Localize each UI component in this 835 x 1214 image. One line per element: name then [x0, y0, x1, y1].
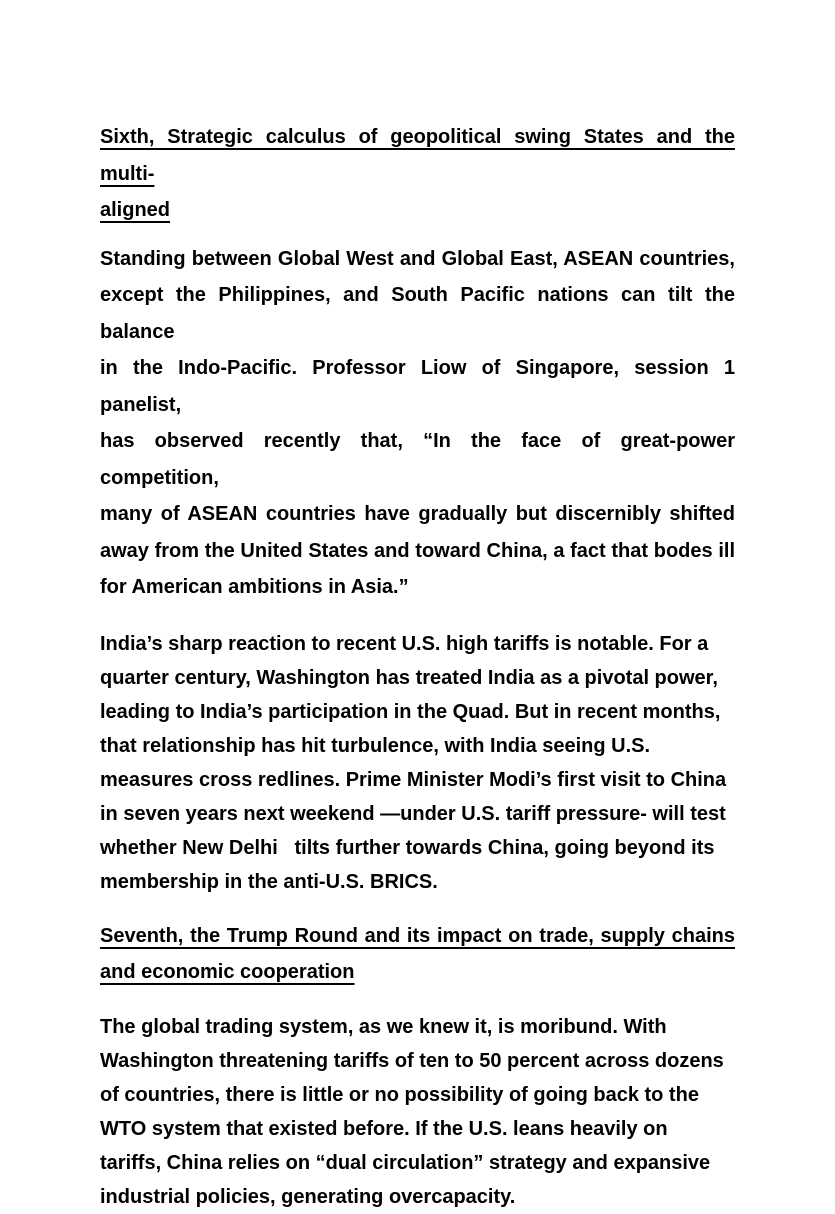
text-line: has observed recently that, “In the face of great-power competition,: [100, 430, 735, 489]
text-line: in the Indo-Pacific. Professor Liow of Singapore, session 1 panelist,: [100, 357, 735, 416]
text-line: whether New Delhi tilts further towards China, going beyond its: [100, 836, 715, 859]
text-line: aligned: [100, 199, 171, 221]
text-line: leading to India’s participation in the Quad. But in recent months,: [100, 700, 721, 723]
text-line: away from the United States and toward China, a fact that bodes ill: [100, 539, 735, 562]
text-line: many of ASEAN countries have gradually but discernibly shifted: [100, 503, 735, 525]
paragraph-global-trading-system: [100, 1010, 735, 1214]
heading-sixth-swing-states: [100, 119, 735, 229]
text-line: measures cross redlines. Prime Minister Modi’s first visit to China: [100, 768, 727, 791]
text-line: in seven years next weekend —under U.S. tariff pressure- will test: [100, 802, 726, 825]
text-line: quarter century, Washington has treated India as a pivotal power,: [100, 666, 718, 689]
text-line: Seventh, the Trump Round and its impact on trade, supply chains: [100, 924, 735, 947]
paragraph-asean-swing-states: [100, 241, 735, 606]
text-line: tariffs, China relies on “dual circulation” strategy and expansive: [100, 1151, 711, 1174]
text-line: membership in the anti-U.S. BRICS.: [100, 870, 438, 893]
text-line: and economic cooperation: [100, 961, 355, 983]
heading-seventh-trump-round: [100, 918, 735, 991]
text-line: India’s sharp reaction to recent U.S. high tariffs is notable. For a: [100, 632, 709, 655]
text-line: industrial policies, generating overcapacity.: [100, 1185, 516, 1208]
text-line: The global trading system, as we knew it, is moribund. With: [100, 1015, 667, 1038]
text-line: WTO system that existed before. If the U.S. leans heavily on: [100, 1117, 668, 1140]
text-line: Washington threatening tariffs of ten to 50 percent across dozens: [100, 1049, 724, 1072]
paragraph-india-reaction: [100, 627, 735, 899]
text-line: for American ambitions in Asia.”: [100, 576, 409, 598]
text-line: except the Philippines, and South Pacific nations can tilt the balance: [100, 284, 735, 343]
text-line: Sixth, Strategic calculus of geopolitical swing States and the multi-: [100, 126, 735, 185]
text-line: of countries, there is little or no possibility of going back to the: [100, 1083, 699, 1106]
text-line: that relationship has hit turbulence, with India seeing U.S.: [100, 734, 651, 757]
text-line: Standing between Global West and Global East, ASEAN countries,: [100, 247, 735, 270]
